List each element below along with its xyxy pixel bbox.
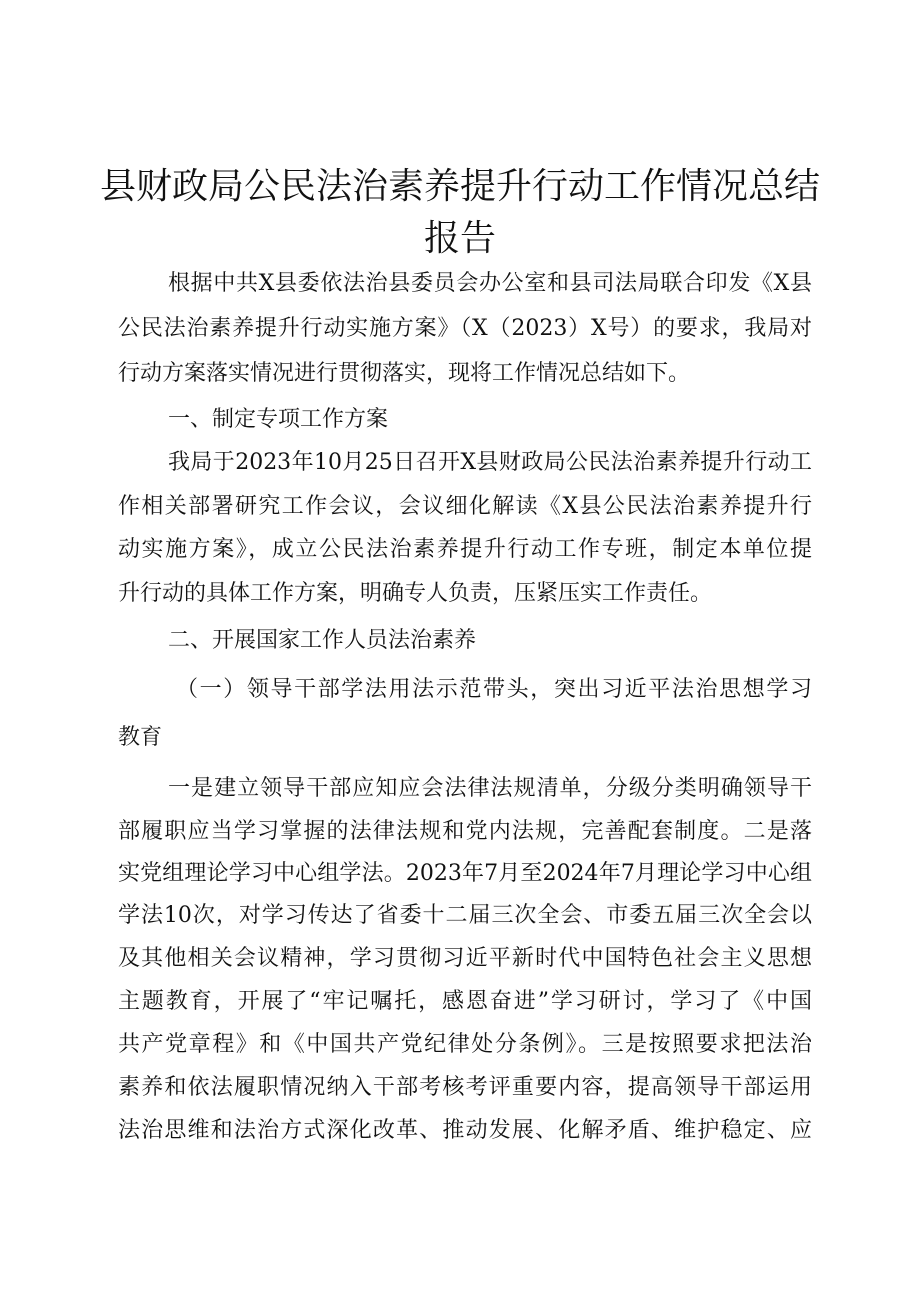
intro-line-1: 根据中共X县委依法治县委员会办公室和县司法局联合印发《X县 (168, 271, 812, 296)
subsection-1-line-9: 法治思维和法治方式深化改革、推动发展、化解矛盾、维护稳定、应 (118, 1118, 812, 1143)
subsection-1-line-8: 素养和依法履职情况纳入干部考核考评重要内容，提高领导干部运用 (118, 1075, 812, 1100)
subsection-1-heading-line-1: （一）领导干部学法用法示范带头，突出习近平法治思想学习 (176, 677, 812, 702)
subsection-1-line-1: 一是建立领导干部应知应会法律法规清单，分级分类明确领导干 (168, 776, 812, 801)
intro-line-2: 公民法治素养提升行动实施方案》（X（2023）X号）的要求，我局对 (118, 316, 812, 341)
section-1-heading: 一、制定专项工作方案 (168, 407, 389, 432)
subsection-1-line-4: 学法10次，对学习传达了省委十二届三次全会、市委五届三次全会以 (118, 903, 812, 928)
subsection-1-line-2: 部履职应当学习掌握的法律法规和党内法规，完善配套制度。二是落 (118, 819, 812, 844)
subsection-1-line-3: 实党组理论学习中心组学法。2023年7月至2024年7月理论学习中心组 (118, 861, 812, 886)
document-title-line-2: 报告 (423, 218, 496, 259)
section-1-line-3: 动实施方案》，成立公民法治素养提升行动工作专班，制定本单位提 (118, 537, 812, 562)
subsection-1-line-5: 及其他相关会议精神，学习贯彻习近平新时代中国特色社会主义思想 (118, 946, 812, 971)
subsection-1-heading-line-2: 教育 (118, 725, 163, 750)
document-title-line-1: 县财政局公民法治素养提升行动工作情况总结 (100, 166, 821, 207)
subsection-1-line-6: 主题教育，开展了“牢记嘱托，感恩奋进”学习研讨，学习了《中国 (118, 989, 812, 1014)
intro-line-3: 行动方案落实情况进行贯彻落实，现将工作情况总结如下。 (118, 361, 691, 386)
section-1-line-4: 升行动的具体工作方案，明确专人负责，压紧压实工作责任。 (118, 581, 713, 606)
section-1-line-1: 我局于2023年10月25日召开X县财政局公民法治素养提升行动工 (168, 450, 812, 475)
section-1-line-2: 作相关部署研究工作会议，会议细化解读《X县公民法治素养提升行 (118, 494, 812, 519)
section-2-heading: 二、开展国家工作人员法治素养 (168, 628, 477, 653)
subsection-1-line-7: 共产党章程》和《中国共产党纪律处分条例》。三是按照要求把法治 (118, 1032, 812, 1057)
